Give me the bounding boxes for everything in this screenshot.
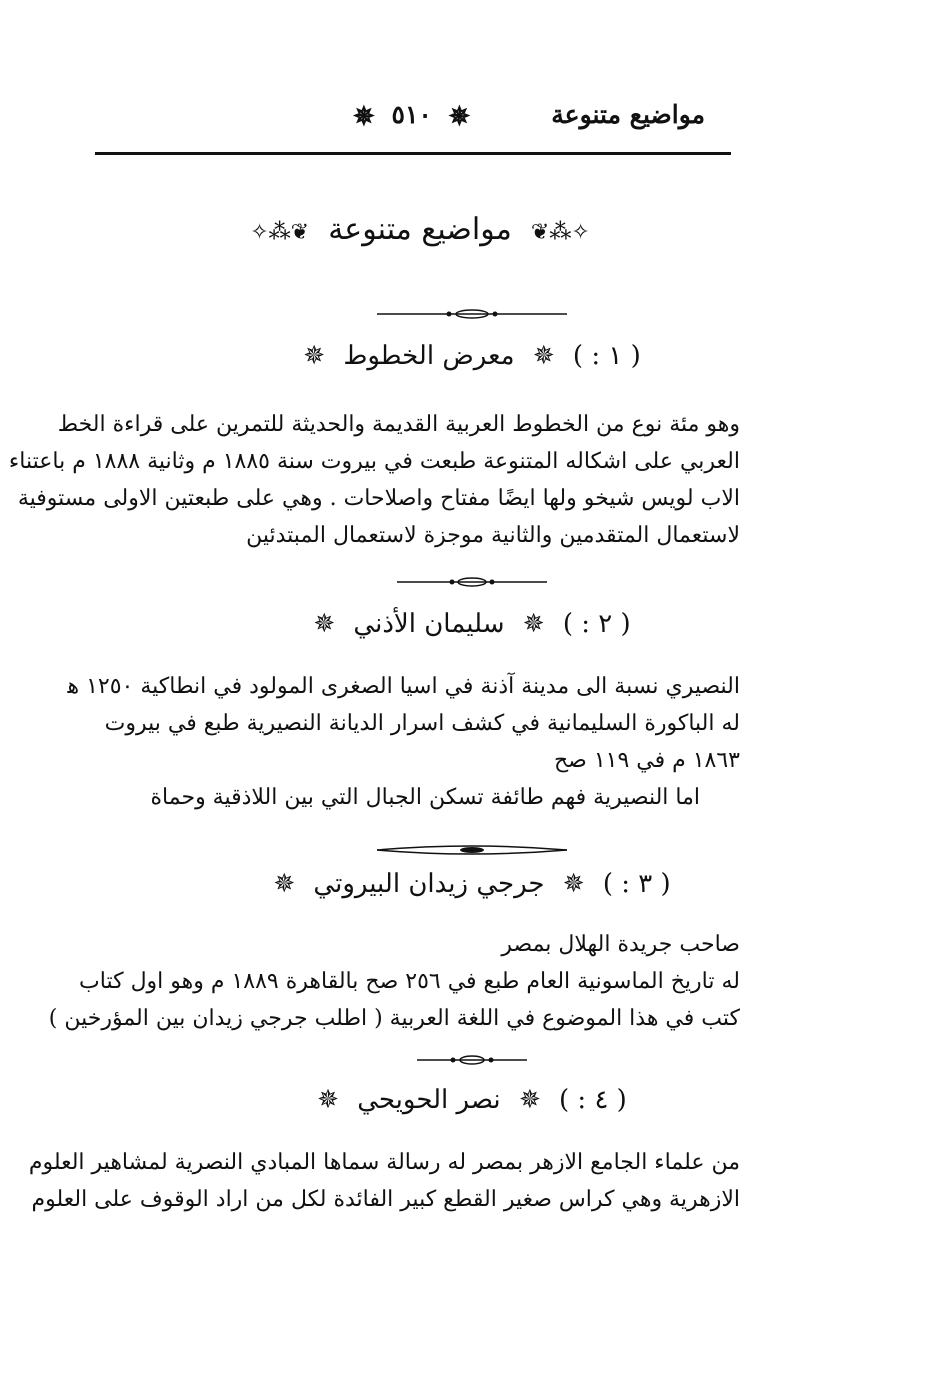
body-line: النصيري نسبة الى مدينة آذنة في اسيا الصغرى المولود في انطاكية ١٢٥٠ ﻫ (67, 674, 740, 699)
running-title: مواضيع متنوعة (551, 100, 705, 129)
body-line: ١٨٦٣ م في ١١٩ صح (553, 748, 740, 773)
body-line: له الباكورة السليمانية في كشف اسرار الديانة النصيرية طبع في بيروت (104, 711, 740, 736)
separator-flourish (0, 306, 944, 322)
running-header (95, 100, 735, 144)
body-line-indented: اما النصيرية فهم طائفة تسكن الجبال التي بين اللاذقية وحماة (150, 785, 700, 810)
star-ornament-icon: ✵ (518, 1085, 541, 1115)
star-ornament-icon: ✵ (273, 869, 296, 899)
body-line: كتب في هذا الموضوع في اللغة العربية ( اطلب جرجي زيدان بين المؤرخين ) (48, 1006, 740, 1031)
flourish-separator-icon (377, 306, 567, 322)
body-line: وهو مئة نوع من الخطوط العربية القديمة والحديثة للتمرين على قراءة الخط (57, 412, 740, 437)
body-line: الازهرية وهي كراس صغير القطع كبير الفائدة لكل من اراد الوقوف على العلوم (31, 1187, 740, 1212)
star-ornament-icon: ✵ (562, 869, 585, 899)
entry-heading (0, 340, 944, 371)
star-ornament-icon: ✵ (313, 609, 336, 639)
star-ornament-icon: ✵ (448, 101, 471, 132)
flourish-separator-icon (377, 842, 567, 858)
entry-heading (0, 868, 944, 899)
flourish-separator-icon (417, 1052, 527, 1068)
body-line: من علماء الجامع الازهر بمصر له رسالة سماها المبادي النصرية لمشاهير العلوم (28, 1150, 740, 1175)
entry-name: معرض الخطوط (343, 341, 515, 371)
entry-name: سليمان الأذني (353, 609, 505, 639)
star-ornament-icon: ✵ (522, 609, 545, 639)
header-rule (95, 152, 731, 155)
entry-number: ( ١ : ) (572, 341, 641, 371)
body-line: لاستعمال المتقدمين والثانية موجزة لاستعمال المبتدئين (246, 523, 740, 548)
separator-flourish (0, 842, 944, 858)
star-ornament-icon: ✵ (353, 101, 375, 132)
flourish-separator-icon (397, 574, 547, 590)
body-line: العربي على اشكاله المتنوعة طبعت في بيروت سنة ١٨٨٥ م وثانية ١٨٨٨ م باعتناء (8, 449, 740, 474)
entry-name: جرجي زيدان البيروتي (313, 869, 545, 899)
entry-number: ( ٣ : ) (602, 869, 671, 899)
entry-body (48, 926, 740, 1037)
body-line: الاب لويس شيخو ولها ايضًا مفتاح واصلاحات . وهي على طبعتين الاولى مستوفية (17, 486, 740, 511)
entry-name: نصر الحويحي (357, 1085, 501, 1115)
entry-heading (0, 608, 944, 639)
star-ornament-icon: ✵ (303, 341, 326, 371)
body-line: له تاريخ الماسونية العام طبع في ٢٥٦ صح بالقاهرة ١٨٨٩ م وهو اول كتاب (79, 969, 740, 994)
star-ornament-icon: ✵ (532, 341, 555, 371)
entry-heading (0, 1084, 944, 1115)
section-title-text: مواضيع متنوعة (328, 212, 512, 247)
entry-number: ( ٢ : ) (562, 609, 631, 639)
entry-body (8, 406, 740, 554)
entry-number: ( ٤ : ) (559, 1085, 627, 1115)
page-number: ٥١٠ (391, 100, 432, 129)
star-ornament-icon: ✵ (317, 1085, 339, 1115)
entry-body (28, 1144, 740, 1218)
body-line: صاحب جريدة الهلال بمصر (501, 932, 740, 957)
flourish-right-icon: ✧⁂❦ (530, 220, 590, 245)
separator-flourish (0, 1052, 944, 1068)
entry-body (67, 668, 740, 816)
page-number-group (353, 100, 470, 130)
flourish-left-icon: ❦⁂✧ (250, 220, 310, 245)
section-title (215, 212, 625, 272)
separator-flourish (0, 574, 944, 590)
